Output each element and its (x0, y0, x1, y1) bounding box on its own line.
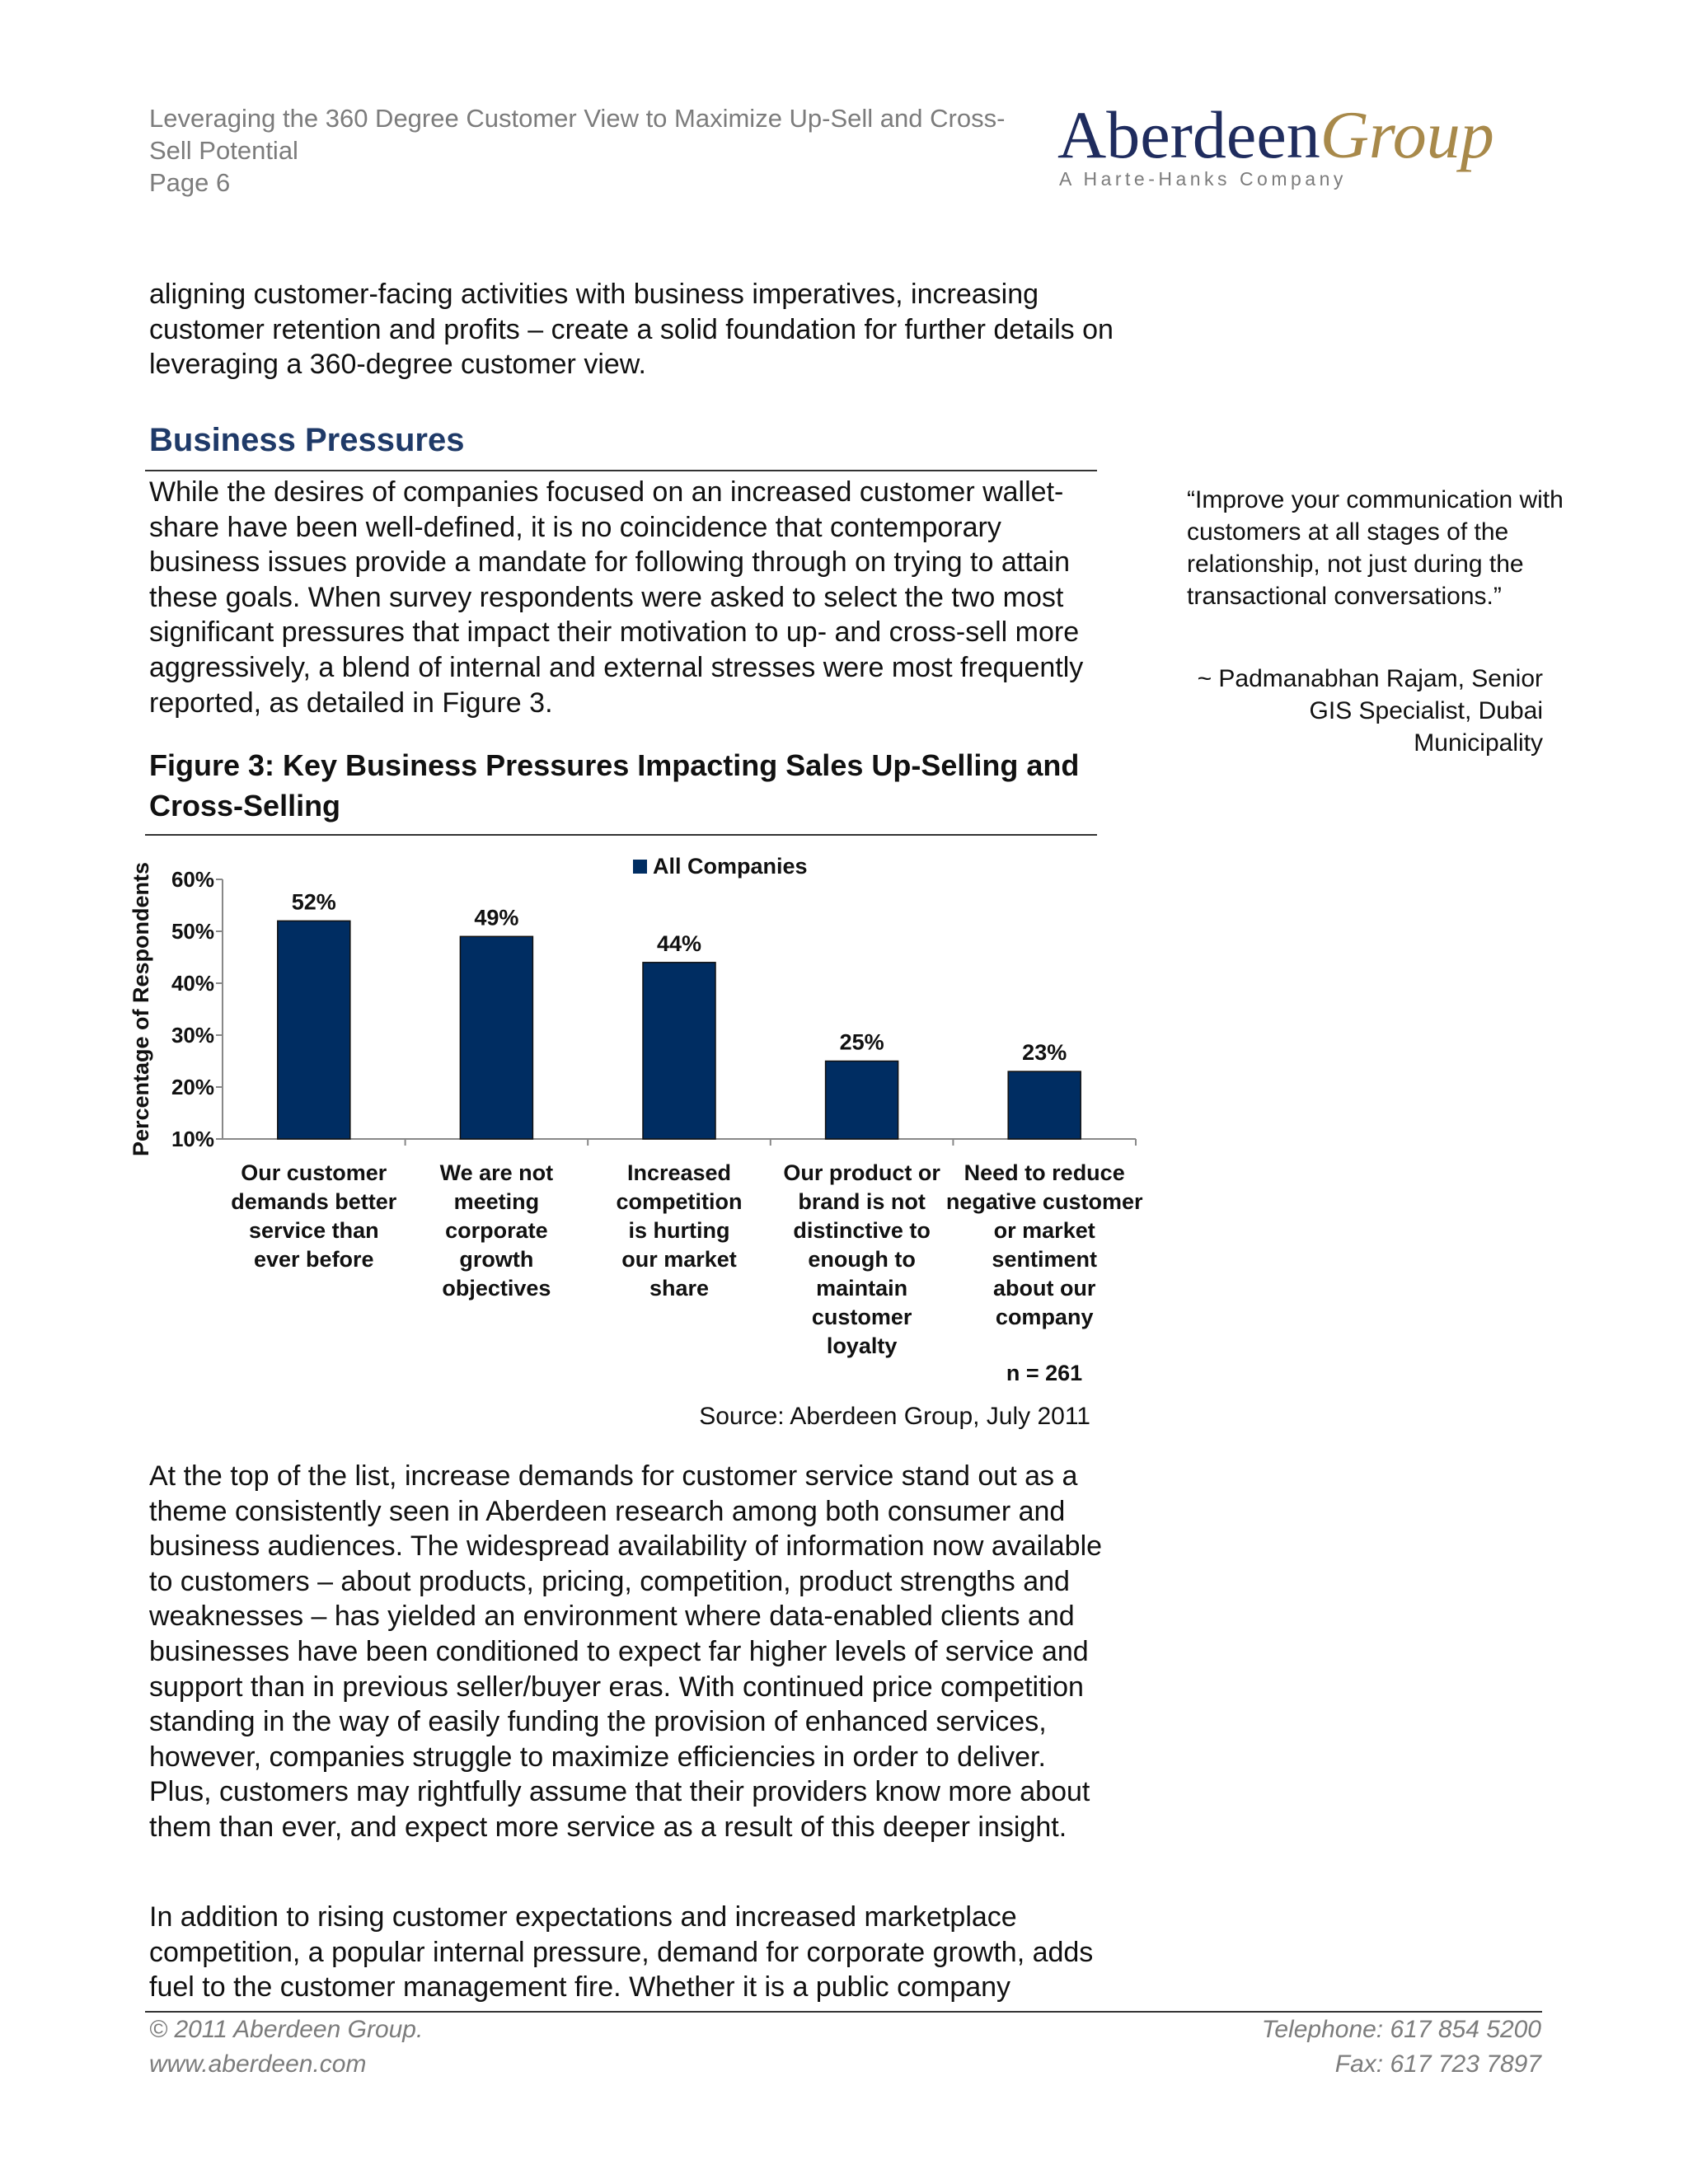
bar (1008, 1071, 1081, 1139)
y-tick-label: 30% (171, 1023, 214, 1047)
legend-label: All Companies (653, 854, 808, 879)
document-title: Leveraging the 360 Degree Customer View to Maximize Up-Sell and Cross-Sell Potential (149, 104, 1006, 165)
quote-attribution: ~ Padmanabhan Rajam, Senior GIS Specialist, Dubai Municipality (1197, 665, 1543, 757)
footer-website: www.aberdeen.com (149, 2050, 367, 2078)
section-heading: Business Pressures (149, 422, 465, 458)
sidebar-quote: “Improve your communication with customers at all stages of the relationship, not just during the transactional conversations.” (1187, 486, 1564, 610)
x-category-label: sentiment (992, 1247, 1097, 1272)
x-category-label: We are not (439, 1160, 554, 1185)
bar-value-label: 23% (1022, 1040, 1067, 1066)
y-tick-label: 40% (171, 971, 214, 996)
x-category-label: Need to reduce (964, 1160, 1125, 1185)
figure-divider (145, 834, 1097, 836)
footer-fax: Fax: 617 723 7897 (1334, 2050, 1541, 2078)
y-axis-title: Percentage of Respondents (129, 861, 153, 1157)
x-category-label: service than (249, 1218, 379, 1243)
intro-paragraph: aligning customer-facing activities with business imperatives, increasing customer retention and profits – create a solid foundation for further details on leveraging a 360-degree customer view. (149, 279, 1114, 381)
x-category-label: or market (993, 1218, 1095, 1243)
y-tick-label: 10% (171, 1127, 214, 1151)
figure-source: Source: Aberdeen Group, July 2011 (699, 1403, 1090, 1430)
x-category-label: is hurting (628, 1218, 730, 1243)
x-category-label: growth (459, 1247, 534, 1272)
aberdeen-group-logo (1057, 97, 1552, 196)
x-category-label: Increased (626, 1160, 732, 1185)
y-tick-label: 60% (171, 867, 214, 892)
sample-size-note: n = 261 (1006, 1361, 1083, 1385)
x-category-label: company (995, 1305, 1094, 1329)
logo-tagline: A Harte-Hanks Company (1059, 168, 1347, 190)
x-category-label: loyalty (826, 1333, 898, 1358)
x-category-label: distinctive to (793, 1218, 931, 1243)
x-category-label: negative customer (945, 1189, 1143, 1214)
x-category-label: Our customer (241, 1160, 387, 1185)
business-pressures-bar-chart (115, 841, 1170, 1401)
x-category-label: Our product or (783, 1160, 940, 1185)
x-category-label: brand is not (798, 1189, 926, 1214)
x-category-label: corporate (445, 1218, 548, 1243)
y-tick-label: 50% (171, 919, 214, 944)
bar (643, 963, 715, 1139)
footer-copyright: © 2011 Aberdeen Group. (149, 2016, 424, 2043)
logo-wordmark-group: Group (1320, 97, 1494, 172)
section-paragraph: While the desires of companies focused on an increased customer wallet-share have been well-defined, it is no coincidence that contemporary business issues provide a mandate for following through on trying to attain these goals. When survey respondents were asked to select the two most significant pressures that impact their motivation to up- and cross-sell more aggressively, a blend of internal and external stresses were most frequently reported, as detailed in Figure 3. (149, 476, 1084, 719)
x-category-label: maintain (816, 1276, 908, 1301)
x-category-label: about our (992, 1276, 1096, 1301)
figure-title: Figure 3: Key Business Pressures Impacting Sales Up-Selling and Cross-Selling (149, 748, 1080, 823)
footer-divider (145, 2011, 1542, 2013)
x-category-label: meeting (453, 1189, 540, 1214)
bar (826, 1062, 898, 1140)
x-category-label: share (649, 1276, 710, 1301)
x-category-label: objectives (442, 1276, 551, 1301)
footer-telephone: Telephone: 617 854 5200 (1261, 2016, 1541, 2043)
section-divider (145, 470, 1097, 471)
bar-value-label: 25% (839, 1029, 884, 1055)
bar-value-label: 44% (656, 930, 702, 956)
logo-wordmark-aberdeen: Aberdeen (1057, 97, 1320, 172)
x-category-label: enough to (808, 1247, 916, 1272)
x-category-label: ever before (254, 1247, 374, 1272)
legend-swatch (633, 860, 647, 874)
page-number: Page 6 (149, 168, 231, 197)
bar (460, 936, 532, 1139)
x-category-label: demands better (231, 1189, 397, 1214)
body-paragraph-corporate-growth: In addition to rising customer expectations and increased marketplace competition, a popular internal pressure, demand for corporate growth, adds fuel to the customer management fire. Whether it is a public company (149, 1901, 1094, 2004)
x-category-label: competition (616, 1189, 743, 1214)
document-header (149, 102, 1023, 199)
body-paragraph-customer-service: At the top of the list, increase demands for customer service stand out as a theme consistently seen in Aberdeen research among both consumer and business audiences. The widespread availability of information now available to customers – about products, pricing, competition, product strengths and weaknesses – has yielded an environment where data-enabled clients and businesses have been conditioned to expect far higher levels of service and support than in previous seller/buyer eras. With continued price competition standing in the way of easily funding the provision of enhanced services, however, companies struggle to maximize efficiencies in order to deliver. Plus, customers may rightfully assume that their providers know more about them than ever, and expect more service as a result of this deeper insight. (149, 1460, 1103, 1843)
bar (278, 921, 350, 1139)
bar-value-label: 49% (474, 905, 519, 930)
x-category-label: our market (621, 1247, 737, 1272)
y-tick-label: 20% (171, 1075, 214, 1099)
x-category-label: customer (811, 1305, 912, 1329)
bar-value-label: 52% (291, 889, 336, 915)
